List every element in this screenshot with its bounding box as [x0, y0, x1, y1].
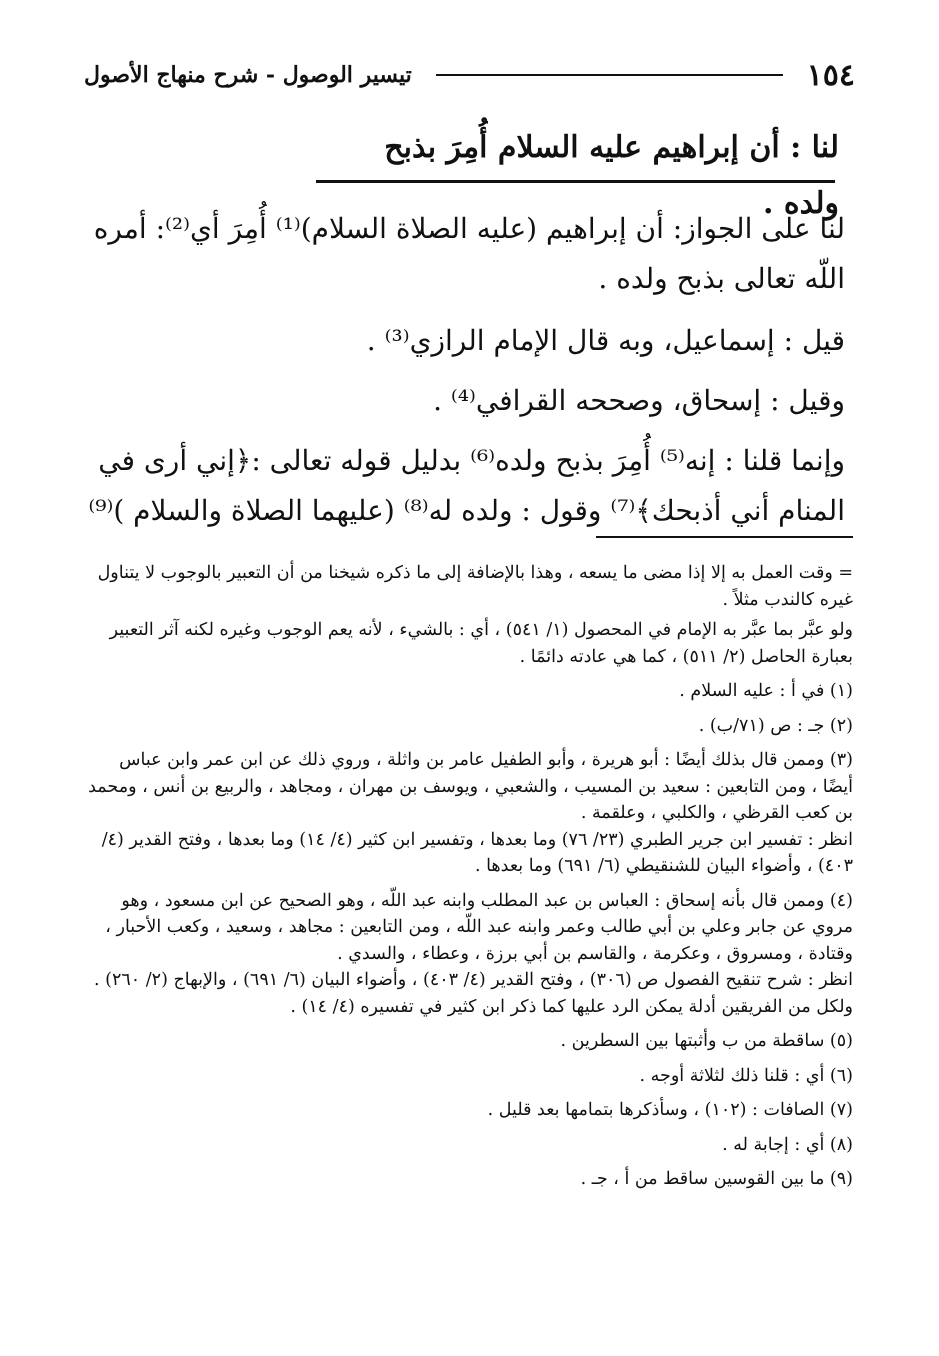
footnote-continuation: ولو عبَّر بما عبَّر به الإمام في المحصول (١/ ٥٤١) ، أي : بالشيء ، لأنه يعم الوجوب وغيره لكنه آثر التعبير بعبارة الحاصل (٢/ ٥١١) ، كما هي عادته دائمًا . [109, 620, 853, 667]
header-rule [436, 74, 783, 76]
footnote-continuation: = وقت العمل به إلا إذا مضى ما يسعه ، وهذا بالإضافة إلى ما ذكره شيخنا من أن التعبير بالوجوب لا يتناول غيره كالندب مثلاً . [97, 563, 853, 610]
body-paragraph: لنا على الجواز: أن إبراهيم (عليه الصلاة السلام)⁽¹⁾ أُمِرَ أي⁽²⁾: أمره اللّه تعالى بذبح ولده . [93, 212, 845, 295]
footnote-8: (٨) أي : إجابة له . [722, 1134, 853, 1155]
matn-text: لنا : أن إبراهيم عليه السلام أُمِرَ بذبح ولده . [384, 130, 839, 221]
footnote-1: (١) في أ : عليه السلام . [679, 681, 853, 701]
footnote-3: (٣) وممن قال بذلك أيضًا : أبو هريرة ، وأبو الطفيل عامر بن واثلة ، وروي ذلك عن ابن عمر وابن عباس أيضًا ، ومن التابعين : سعيد بن المسيب ، والشعبي ، ويوسف بن مهران ، ومجاهد ، والربيع بن أنس ، ومحمد بن كعب القرظي ، والكلبي ، وعلقمة . [88, 750, 853, 823]
footnote-4: (٤) وممن قال بأنه إسحاق : العباس بن عبد المطلب وابنه عبد اللّه ، وهو الصحيح عن ابن مسعود ، وهو مروي عن جابر وعلي بن أبي طالب وعمر وابنه عبد اللّه ، ومن التابعين : مجاهد ، وسعيد ، وكعب الأحبار ، وقتادة ، ومسروق ، وعكرمة ، والقاسم بن أبي برزة ، وعطاء ، والسدي . [105, 890, 853, 964]
footnote-3-references: انظر : تفسير ابن جرير الطبري (٢٣/ ٧٦) وما بعدها ، وتفسير ابن كثير (٤/ ١٤) وما بعدها ، وفتح القدير (٤/ ٤٠٣) ، وأضواء البيان للشنقيطي (٦/ ٦٩١) وما بعدها . [101, 829, 853, 876]
body-paragraph: قيل : إسماعيل، وبه قال الإمام الرازي⁽³⁾ . [366, 324, 845, 357]
running-title: تيسير الوصول - شرح منهاج الأصول [84, 62, 412, 88]
footnote-separator [596, 536, 853, 538]
matn-underline [316, 180, 835, 183]
page-number: ١٥٤ [806, 57, 855, 93]
footnote-5: (٥) ساقطة من ب وأثبتها بين السطرين . [560, 1031, 853, 1051]
commentary-body [84, 204, 845, 546]
footnote-4-references: انظر : شرح تنقيح الفصول ص (٣٠٦) ، وفتح القدير (٤/ ٤٠٣) ، وأضواء البيان (٦/ ٦٩١) ، والإبهاج (٢/ ٢٦٠) . ولكل من الفريقين أدلة يمكن الرد عليها كما ذكر ابن كثير في تفسيره (٤/ ١٤) . [94, 970, 853, 1017]
footnote-6: (٦) أي : قلنا ذلك لثلاثة أوجه . [639, 1065, 853, 1086]
body-paragraph: وقيل : إسحاق، وصححه القرافي⁽⁴⁾ . [433, 384, 845, 417]
body-paragraph: وإنما قلنا : إنه⁽⁵⁾ أُمِرَ بذبح ولده⁽⁶⁾ بدليل قوله تعالى :﴿إني أرى في المنام أني أذبحك﴾⁽⁷⁾ وقول : ولده له⁽⁸⁾ (عليهما الصلاة والسلام )⁽⁹⁾ [88, 444, 845, 527]
footnotes [84, 560, 853, 1193]
footnote-9: (٩) ما بين القوسين ساقط من أ ، جـ . [580, 1169, 853, 1189]
running-header [84, 52, 855, 98]
footnote-2: (٢) جـ : ص (٧١/ب) . [698, 715, 853, 736]
footnote-7: (٧) الصافات : (١٠٢) ، وسأذكرها بتمامها بعد قليل . [487, 1100, 853, 1120]
